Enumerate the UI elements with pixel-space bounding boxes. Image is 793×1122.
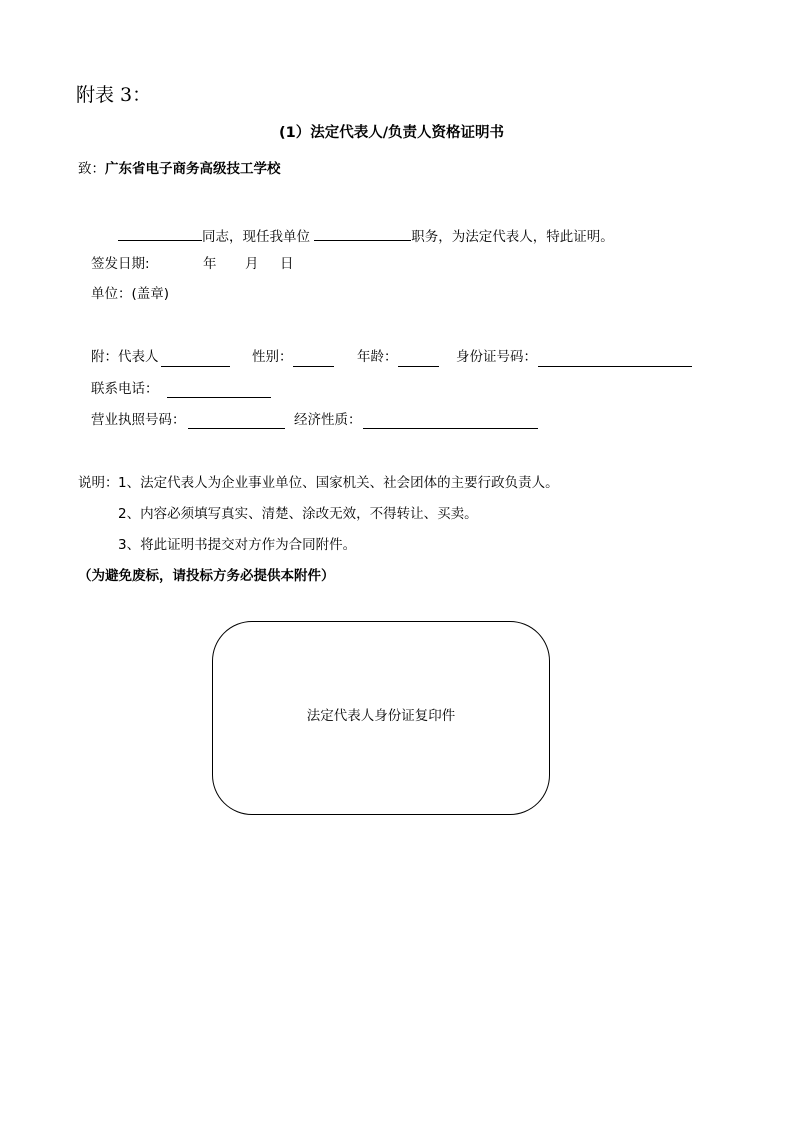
business-license-label: 营业执照号码： xyxy=(91,412,186,428)
economic-nature-blank[interactable] xyxy=(363,415,538,429)
representative-blank[interactable] xyxy=(161,353,230,367)
age-label: 年龄： xyxy=(357,349,398,365)
annex-label: 附表 3： xyxy=(76,84,152,106)
note-item-3: 3、将此证明书提交对方作为合同附件。 xyxy=(118,537,357,553)
issue-date-month: 月 xyxy=(245,256,259,272)
certification-text-1: 同志，现任我单位 xyxy=(202,229,310,245)
phone-blank[interactable] xyxy=(167,384,271,398)
id-copy-label: 法定代表人身份证复印件 xyxy=(306,708,456,724)
economic-nature-label: 经济性质： xyxy=(294,412,362,428)
id-number-blank[interactable] xyxy=(538,353,692,367)
recipient-line xyxy=(78,163,281,177)
id-copy-box xyxy=(212,621,550,815)
document-title: (1）法定代表人/负责人资格证明书 xyxy=(279,125,505,141)
id-number-label: 身份证号码： xyxy=(456,349,537,365)
name-blank[interactable] xyxy=(118,227,202,241)
gender-blank[interactable] xyxy=(293,353,334,367)
recipient-prefix: 致： xyxy=(78,161,105,177)
gender-label: 性别： xyxy=(252,349,293,365)
issue-date-day: 日 xyxy=(280,256,294,272)
issue-date-label: 签发日期: xyxy=(91,256,150,272)
note-item-1: 1、法定代表人为企业事业单位、国家机关、社会团体的主要行政负责人。 xyxy=(118,475,559,491)
phone-label: 联系电话： xyxy=(91,381,159,397)
recipient-school: 广东省电子商务高级技工学校 xyxy=(105,161,281,177)
note-item-2: 2、内容必须填写真实、清楚、涂改无效，不得转让、买卖。 xyxy=(118,506,478,522)
warning-note: （为避免废标，请投标方务必提供本附件） xyxy=(78,568,335,584)
position-blank[interactable] xyxy=(314,227,411,241)
issue-date-year: 年 xyxy=(203,256,217,272)
representative-label: 附：代表人 xyxy=(91,349,159,365)
notes-label: 说明： xyxy=(78,475,119,491)
business-license-blank[interactable] xyxy=(188,415,285,429)
certification-text-2: 职务，为法定代表人，特此证明。 xyxy=(411,229,614,245)
certification-line xyxy=(118,227,614,245)
unit-seal-label: 单位：(盖章) xyxy=(91,286,170,302)
age-blank[interactable] xyxy=(398,353,439,367)
